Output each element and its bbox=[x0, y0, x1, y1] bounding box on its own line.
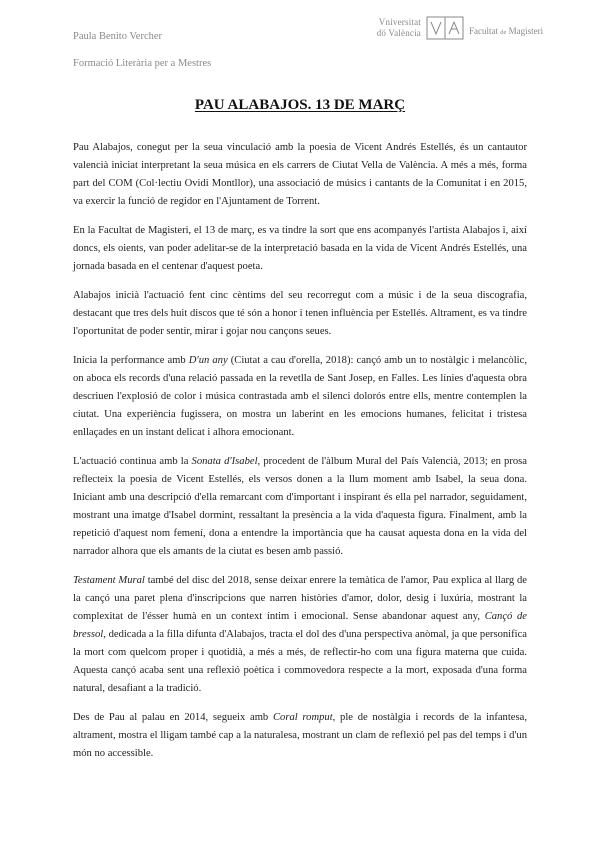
paragraph-6-text-a: també del disc del 2018, sense deixar enrere la temàtica de l'amor, Pau explica al llarg de la cançó una paret plena d'inscripcions que narren històries d'amor, dolor, desig i luxúria, mostrant la complexitat de l'ésser humà en un context íntim i emocional. Sense abandonar aquest any, bbox=[73, 575, 527, 622]
author-name: Paula Benito Vercher bbox=[73, 31, 163, 42]
faculty-title: Magisteri bbox=[508, 26, 544, 36]
song-title-testament-mural: Testament Mural bbox=[73, 575, 145, 586]
faculty-name bbox=[469, 26, 543, 36]
university-name-line2: dö València bbox=[376, 28, 421, 38]
page-title bbox=[0, 96, 600, 114]
faculty-prefix: Facultat bbox=[469, 26, 498, 36]
document-body bbox=[73, 139, 527, 763]
paragraph-7-text-a: Des de Pau al palau en 2014, segueix amb bbox=[73, 712, 273, 723]
faculty-connector: de bbox=[500, 29, 507, 36]
paragraph-5-text-b: , procedent de l'àlbum Mural del País Valencià, 2013; en prosa reflecteix la poesia de Vicent Estellés, els versos donen a la llum moment amb Isabel, la seua dona. Iniciant amb una descripció d'ella remarcant com d'important i inspirant és ella pel narrador, seguidament, mostrant una imatge d'Isabel dormint, ressaltant la presència a la vida d'aquesta figura. Finalment, amb la repetició d'aquest nom femení, dona a entendre la importància que ha causat aquesta dona en la vida del narrador alhora que els amants de la ciutat es besen amb passió. bbox=[73, 456, 528, 557]
paragraph-5 bbox=[73, 453, 527, 561]
paragraph-7 bbox=[73, 709, 527, 763]
paragraph-4-text-b: (Ciutat a cau d'orella, 2018): cançó amb un to nostàlgic i melancòlic, on aboca els records d'una relació passada en la revetlla de Sant Josep, en Falles. Les línies d'aquesta obra descriuen l'explosió de color i música contrastada amb el silenci dolorós entre ells, mentre contemplen la ciutat. Una experiència fugissera, on mostra un laberint en les emocions humanes, felicitat i tristesa enllaçades en un instant delicat i alhora emocionant. bbox=[73, 355, 527, 438]
paragraph-4 bbox=[73, 352, 527, 442]
page-title-text: PAU ALABAJOS. 13 DE MARÇ bbox=[194, 97, 406, 113]
song-title-dun-any: D'un any bbox=[188, 355, 228, 366]
university-name-line1: Vniversitat bbox=[378, 17, 421, 27]
paragraph-3: Alabajos inicià l'actuació fent cinc cèntims del seu recorregut com a músic i de la seua discografia, destacant que tres dels huit discos que té són a honor i tenen influència per Estellés. Altrament, es va tindre l'oportunitat de poder sentir, mirar i gojar nou cançons seues. bbox=[73, 290, 527, 337]
document-header bbox=[73, 32, 211, 69]
university-seal-icon bbox=[426, 16, 464, 40]
paragraph-1: Pau Alabajos, conegut per la seua vinculació amb la poesia de Vicent Andrés Estellés, és un cantautor valencià iniciat interpretant la seua música en els carrers de Ciutat Vella de València. A més a més, forma part del COM (Col·lectiu Ovidi Montllor), una associació de músics i cantants de la Comunitat i en 2015, va exercir la funció de regidor en l'Ajuntament de Torrent. bbox=[73, 142, 527, 207]
paragraph-5-text-a: L'actuació continua amb la bbox=[73, 456, 192, 467]
paragraph-6 bbox=[73, 572, 527, 698]
course-name: Formació Literària per a Mestres bbox=[73, 57, 212, 69]
university-name bbox=[341, 17, 421, 39]
paragraph-7-text-b: , ple de nostàlgia i records de la infantesa, altrament, mostra el lligam també cap a la naturalesa, mostrant un clam de reflexió pel pas del temps i d'un món no accessible. bbox=[73, 712, 527, 759]
song-title-coral-romput: Coral romput bbox=[272, 712, 333, 723]
song-title-sonata-disabel: Sonata d'Isabel bbox=[191, 456, 258, 467]
paragraph-6-text-b: , dedicada a la filla difunta d'Alabajos, tracta el dol des d'una perspectiva anòmal, ja que personifica la mort com quelcom proper i quotidià, a més a més, de reflectir-ho com una figura materna que cuida. Aquesta cançó acaba sent una reflexió poètica i commovedora respecte a la mort, exposada d'una forma natural, desafiant a la tradició. bbox=[73, 629, 527, 694]
song-title-canco-de-bressol: Cançó de bressol bbox=[73, 611, 527, 640]
paragraph-4-text-a: Inicia la performance amb bbox=[73, 355, 189, 366]
university-logo bbox=[341, 15, 544, 47]
paragraph-2: En la Facultat de Magisteri, el 13 de març, es va tindre la sort que ens acompanyés l'artista Alabajos i, així doncs, els oients, van poder adelitar-se de la interpretació basada en la vida de Vicent Andrés Estellés, una jornada basada en el centenar d'aquest poeta. bbox=[73, 225, 527, 272]
